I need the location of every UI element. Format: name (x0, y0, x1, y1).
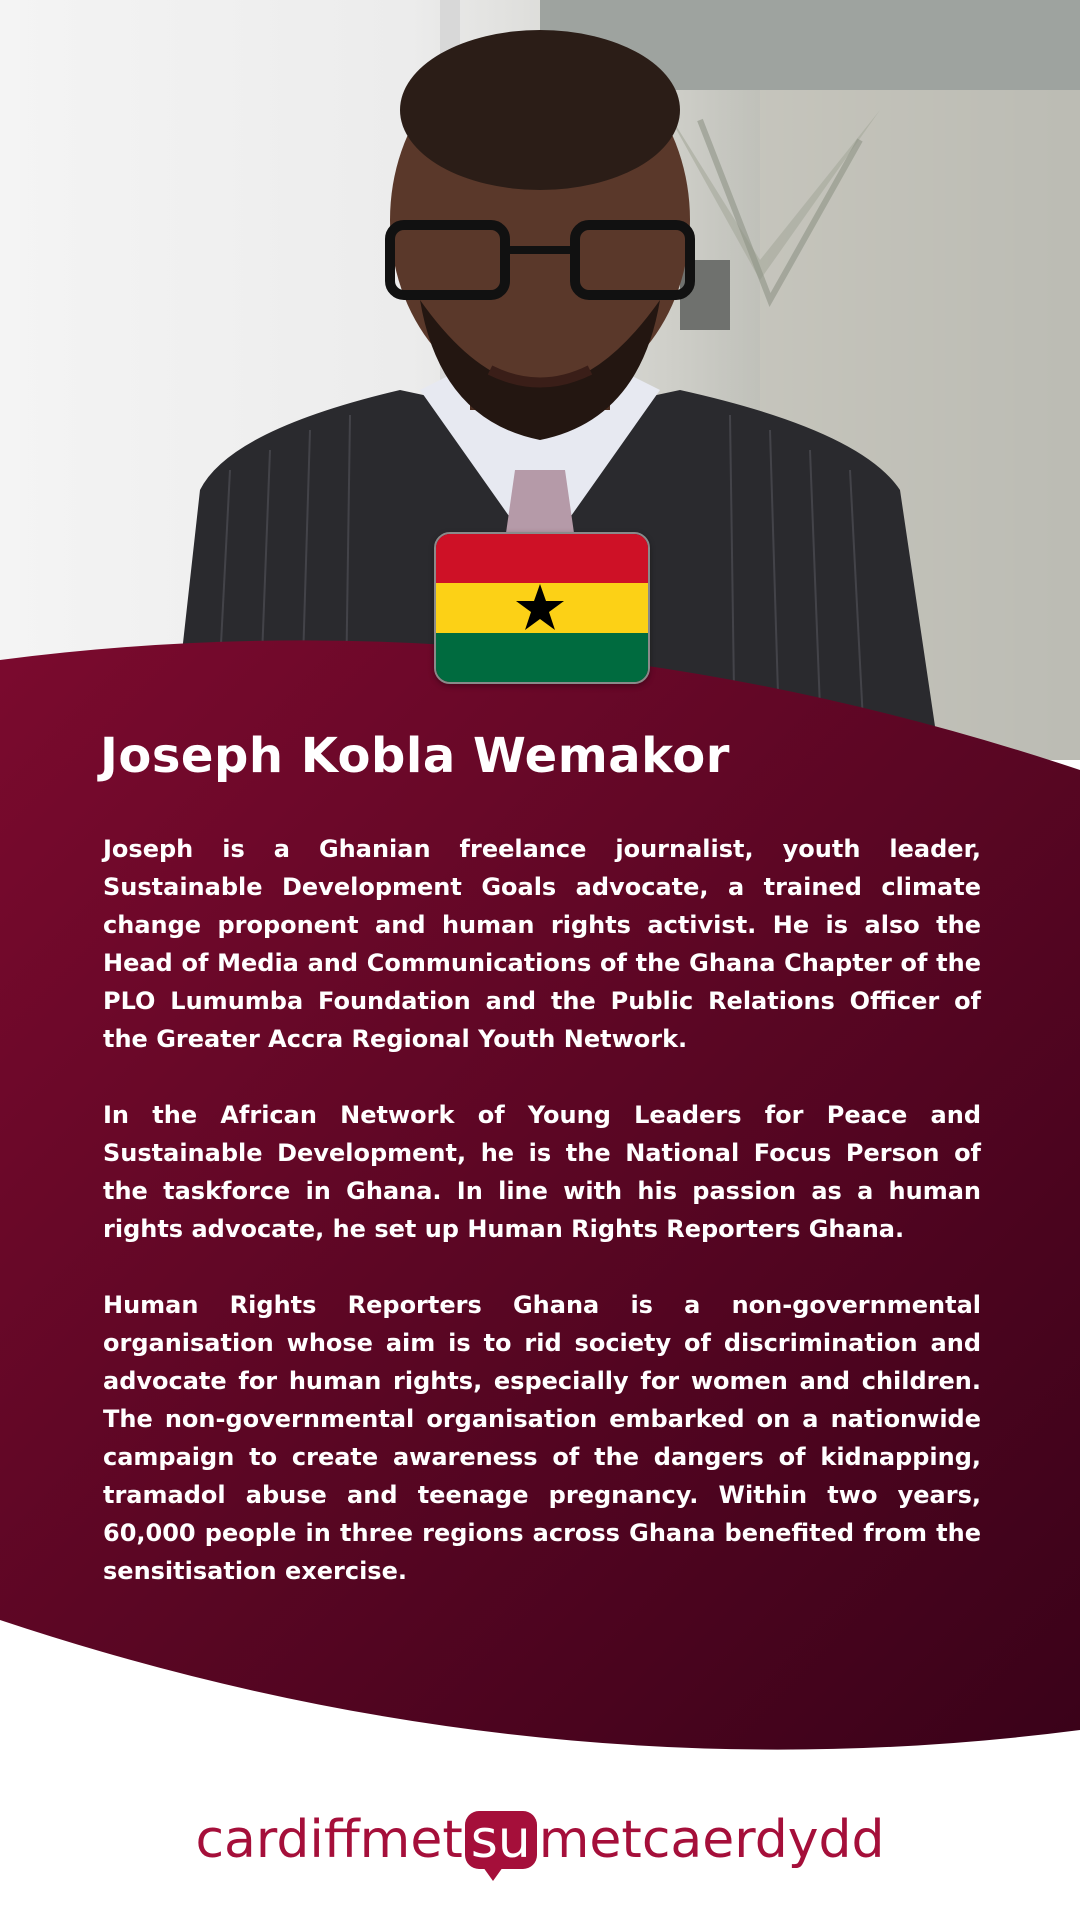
flag-red-stripe (436, 534, 648, 583)
black-star-icon (514, 582, 566, 634)
ghana-flag-icon (434, 532, 650, 684)
profile-name: Joseph Kobla Wemakor (100, 728, 730, 784)
bio-paragraph-3: Human Rights Reporters Ghana is a non-governmental organisation whose aim is to rid society of discrimination and advocate for human rights, especially for women and children. The non-governmental organisation embarked on a nationwide campaign to create awareness of the dangers of kidnapping, tramadol abuse and teenage pregnancy. Within two years, 60,000 people in three regions across Ghana benefited from the sensitisation exercise. (103, 1291, 981, 1585)
bio-paragraph-1: Joseph is a Ghanian freelance journalist, youth leader, Sustainable Development Goals advocate, a trained climate change proponent and human rights activist. He is also the Head of Media and Communications of the Ghana Chapter of the PLO Lumumba Foundation and the Public Relations Officer of the Greater Accra Regional Youth Network. (103, 835, 981, 1053)
bio-paragraph-2: In the African Network of Young Leaders for Peace and Sustainable Development, he is the National Focus Person of the taskforce in Ghana. In line with his passion as a human rights advocate, he set up Human Rights Reporters Ghana. (103, 1101, 981, 1243)
flag-green-stripe (436, 633, 648, 682)
profile-bio (103, 830, 981, 1628)
logo-right-text: metcaerdydd (538, 1810, 885, 1870)
cardiffmet-su-logo (0, 1800, 1080, 1880)
logo-su-badge: su (465, 1811, 537, 1869)
logo-left-text: cardiffmet (195, 1810, 463, 1870)
